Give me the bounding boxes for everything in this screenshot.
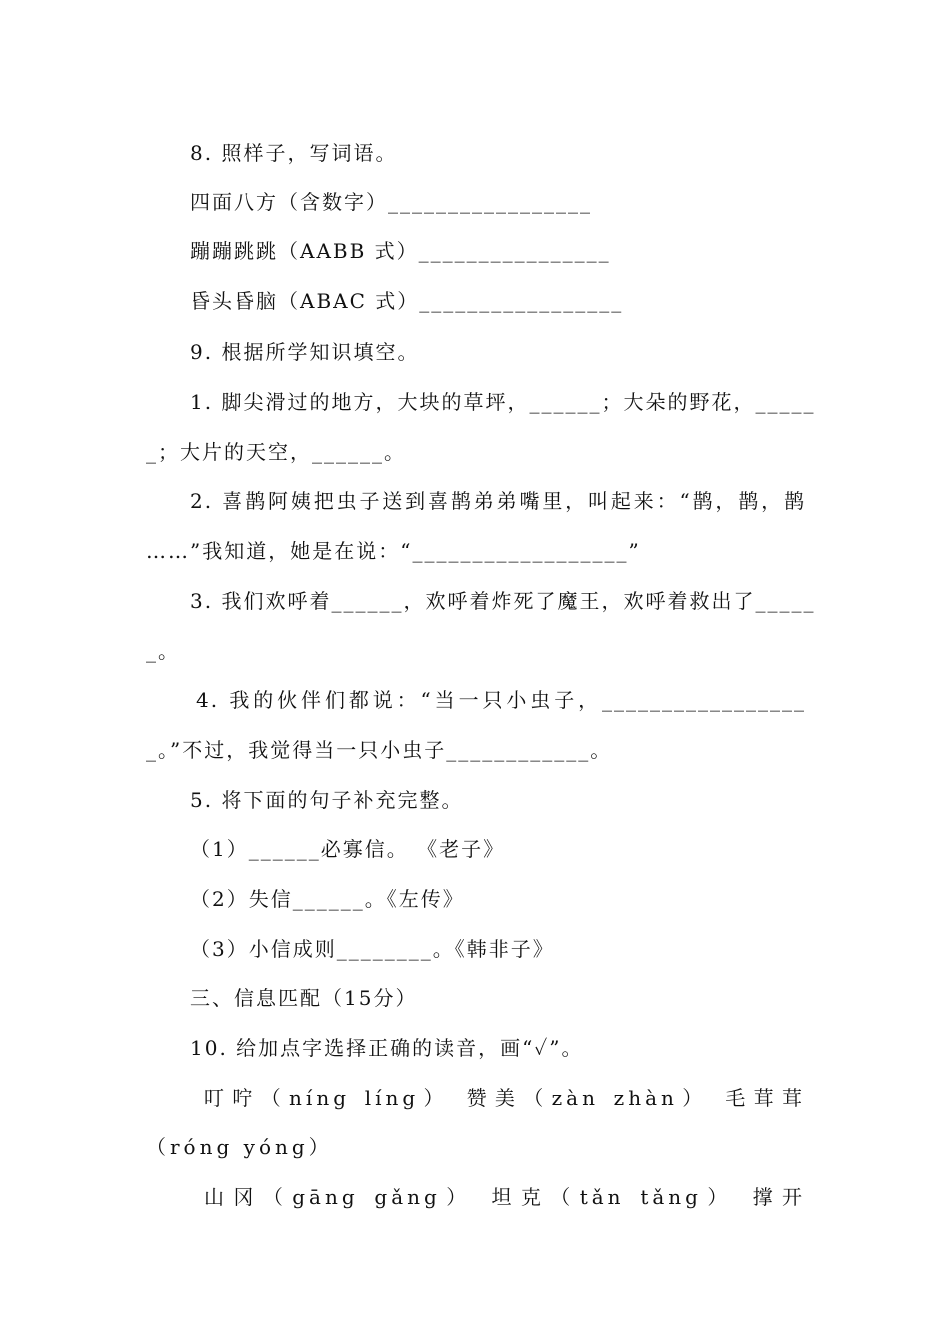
question-9-item-5-sub-2: （2）失信______。《左传》: [190, 887, 465, 911]
question-9-item-1-line-1: 1. 脚尖滑过的地方，大块的草坪，______；大朵的野花，_____: [190, 390, 816, 414]
question-9-item-5-title: 5. 将下面的句子补充完整。: [190, 788, 464, 812]
question-8-item-3: 昏头昏脑（ABAC 式）_________________: [190, 289, 624, 313]
question-9-title: 9. 根据所学知识填空。: [190, 340, 420, 364]
question-9-item-3-line-1: 3. 我们欢呼着______，欢呼着炸死了魔王，欢呼着救出了_____: [190, 589, 816, 613]
question-10-row-1-line-1: 叮咛（níng líng） 赞美（zàn zhàn） 毛茸茸: [204, 1086, 806, 1110]
question-9-item-3-line-2: _。: [146, 639, 180, 663]
question-9-item-2-line-2: ……”我知道，她是在说：“__________________”: [146, 539, 641, 563]
question-9-item-1-line-2: _；大片的天空，______。: [146, 440, 406, 464]
question-8-item-1: 四面八方（含数字）_________________: [190, 190, 592, 214]
question-9-item-4-line-1: 4. 我的伙伴们都说：“当一只小虫子，_________________: [196, 688, 806, 712]
question-10-row-1-line-2: （róng yóng）: [146, 1135, 333, 1159]
question-9-item-5-sub-3: （3）小信成则________。《韩非子》: [190, 937, 555, 961]
question-10-row-2: 山冈（gāng gǎng） 坦克（tǎn tǎng） 撑开: [204, 1185, 806, 1209]
question-8-item-2: 蹦蹦跳跳（AABB 式）________________: [190, 239, 611, 263]
question-9-item-5-sub-1: （1）______必寡信。 《老子》: [190, 837, 506, 861]
question-9-item-2-line-1: 2. 喜鹊阿姨把虫子送到喜鹊弟弟嘴里，叫起来：“鹊，鹊，鹊: [190, 489, 806, 513]
section-3-heading: 三、信息匹配（15分）: [190, 986, 418, 1010]
question-10-title: 10. 给加点字选择正确的读音，画“✓”。: [190, 1036, 584, 1060]
question-8-title: 8. 照样子，写词语。: [190, 141, 398, 165]
question-9-item-4-line-2: _。”不过，我觉得当一只小虫子____________。: [146, 738, 613, 762]
